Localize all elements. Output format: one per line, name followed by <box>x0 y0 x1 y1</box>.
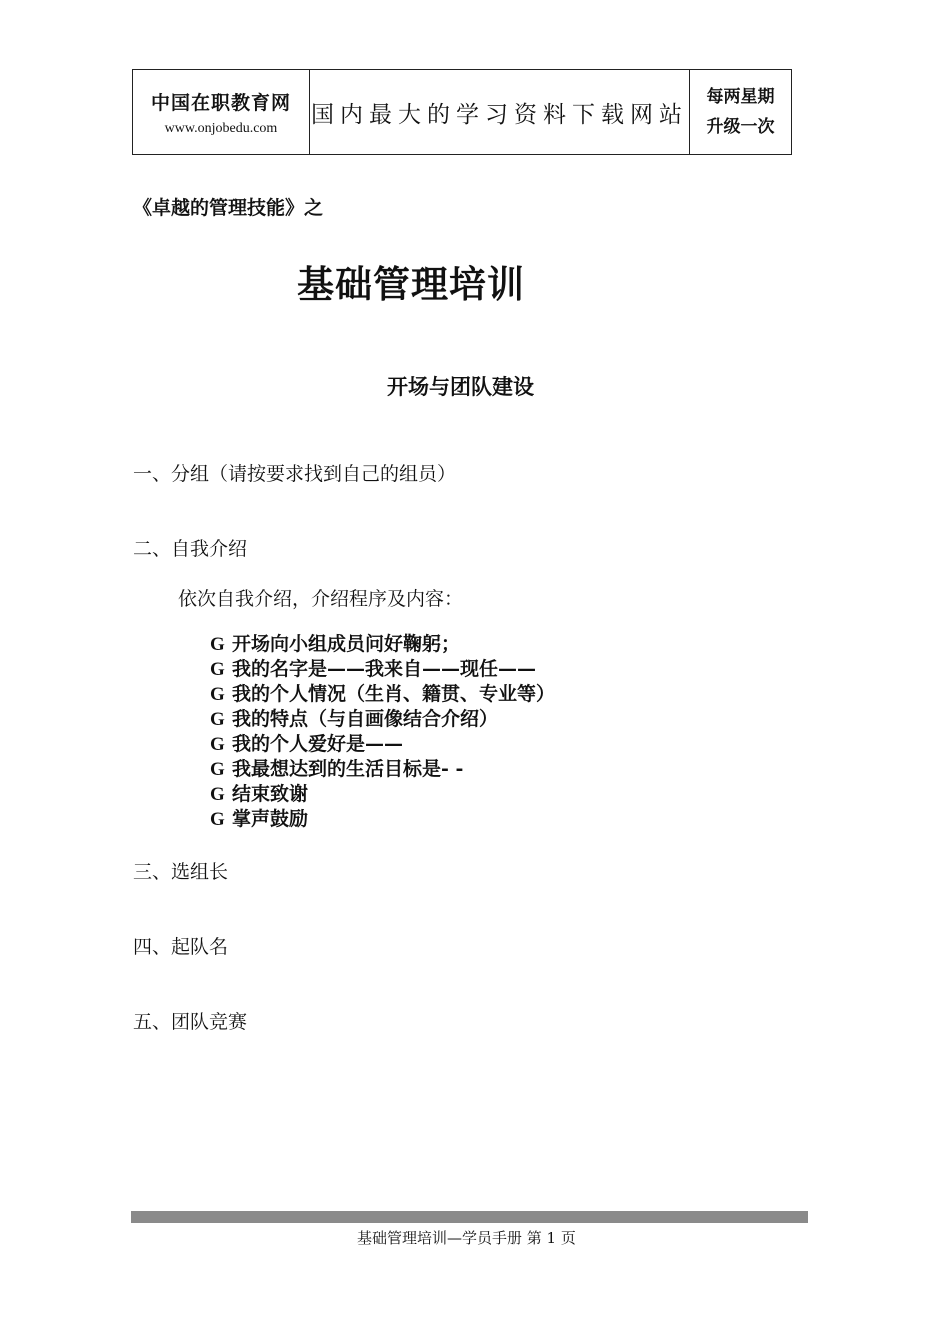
site-url: www.onjobedu.com <box>164 120 278 136</box>
section-item-competition: 五、团队竞赛 <box>133 1011 248 1033</box>
bullet-text: 结束致谢 <box>232 783 309 805</box>
bullet-text: 我的特点（与自画像结合介绍） <box>232 708 499 730</box>
list-item <box>210 732 555 757</box>
section-title: 开场与团队建设 <box>387 375 534 399</box>
header-banner <box>132 69 792 155</box>
intro-text: 依次自我介绍，介绍程序及内容： <box>178 588 464 610</box>
section-item-self-intro: 二、自我介绍 <box>133 538 248 560</box>
bullet-list <box>210 632 555 832</box>
bullet-marker: G <box>210 659 225 680</box>
bullet-marker: G <box>210 759 225 780</box>
list-item <box>210 682 555 707</box>
section-item-leader: 三、选组长 <box>133 861 229 883</box>
bullet-marker: G <box>210 734 225 755</box>
update-line-1: 每两星期 <box>706 87 775 107</box>
list-item <box>210 807 555 832</box>
main-title: 基础管理培训 <box>297 263 525 306</box>
bullet-text: 我的名字是——我来自——现任—— <box>232 658 537 680</box>
slogan-cell <box>310 70 690 154</box>
book-title: 《卓越的管理技能》之 <box>133 197 324 219</box>
site-name: 中国在职教育网 <box>150 91 291 114</box>
update-cell <box>690 70 791 154</box>
list-item <box>210 757 555 782</box>
bullet-text: 开场向小组成员问好鞠躬； <box>232 633 461 655</box>
bullet-marker: G <box>210 634 225 655</box>
bullet-marker: G <box>210 784 225 805</box>
bullet-marker: G <box>210 709 225 730</box>
footer-divider <box>131 1211 808 1223</box>
list-item <box>210 657 555 682</box>
list-item <box>210 782 555 807</box>
update-line-2: 升级一次 <box>706 117 775 137</box>
footer-text: 基础管理培训—学员手册 第 1 页 <box>357 1229 576 1247</box>
bullet-marker: G <box>210 684 225 705</box>
list-item <box>210 707 555 732</box>
site-logo-cell <box>133 70 310 154</box>
bullet-text: 掌声鼓励 <box>232 808 309 830</box>
bullet-text: 我最想达到的生活目标是- - <box>232 758 464 780</box>
section-item-grouping: 一、分组（请按要求找到自己的组员） <box>133 463 457 485</box>
site-slogan: 国内最大的学习资料下载网站 <box>311 101 688 128</box>
bullet-text: 我的个人情况（生肖、籍贯、专业等） <box>232 683 556 705</box>
list-item <box>210 632 555 657</box>
section-item-team-name: 四、起队名 <box>133 936 229 958</box>
bullet-text: 我的个人爱好是—— <box>232 733 404 755</box>
bullet-marker: G <box>210 809 225 830</box>
